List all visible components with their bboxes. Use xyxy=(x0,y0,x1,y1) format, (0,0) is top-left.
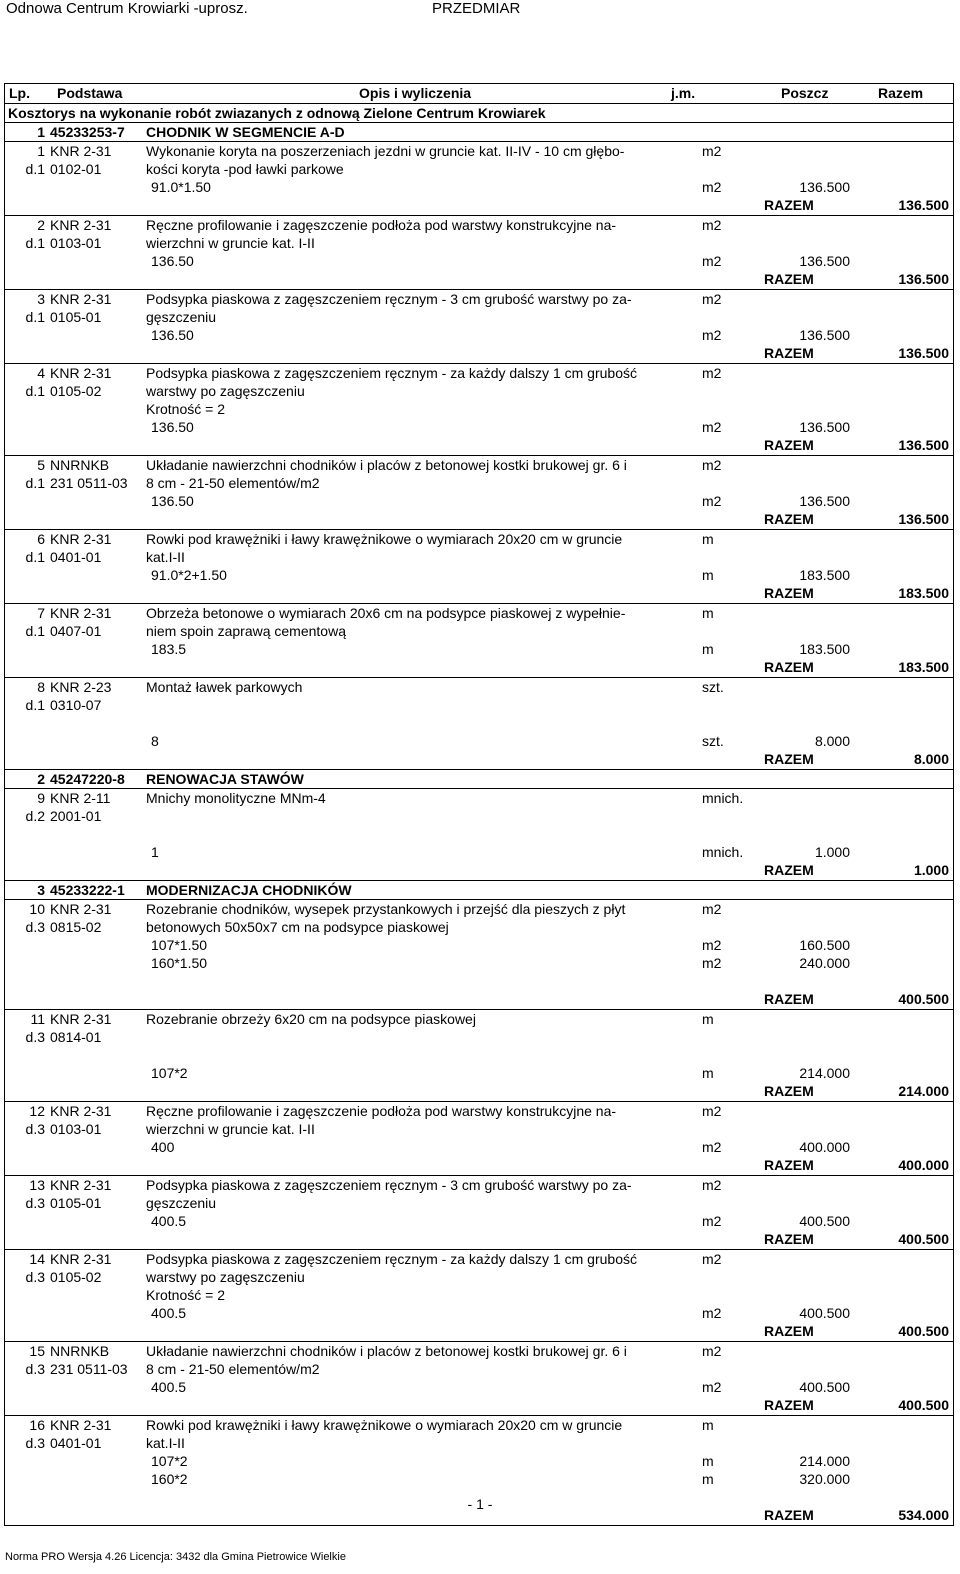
item-description: Rozebranie obrzeży 6x20 cm na podsypce piaskowej xyxy=(146,1011,476,1027)
item-description: Krotność = 2 xyxy=(146,401,225,417)
item-basis-code: 0814-01 xyxy=(50,1029,102,1045)
calc-value: 214.000 xyxy=(799,1453,850,1469)
calc-unit: m xyxy=(702,567,714,583)
item-basis-code: 231 0511-03 xyxy=(50,1361,128,1377)
section-row xyxy=(4,123,954,142)
calc-expression: 8 xyxy=(151,733,159,749)
item-basis: KNR 2-31 xyxy=(50,1011,112,1027)
section-name: CHODNIK W SEGMENCIE A-D xyxy=(146,124,345,140)
item-basis-code: 231 0511-03 xyxy=(50,475,128,491)
calc-unit: m2 xyxy=(702,419,722,435)
item-unit: m2 xyxy=(702,291,722,307)
razem-label: RAZEM xyxy=(764,345,814,361)
item-unit: m2 xyxy=(702,457,722,473)
razem-label: RAZEM xyxy=(764,271,814,287)
item-unit: m2 xyxy=(702,901,722,917)
item-unit: m2 xyxy=(702,217,722,233)
item-unit: m2 xyxy=(702,1177,722,1193)
section-name: MODERNIZACJA CHODNIKÓW xyxy=(146,882,352,898)
item-basis-code: 0815-02 xyxy=(50,919,102,935)
item-description: niem spoin zaprawą cementową xyxy=(146,623,346,639)
item-basis-code: 0103-01 xyxy=(50,235,102,251)
calc-value: 400.500 xyxy=(799,1305,850,1321)
item-chapter: d.3 xyxy=(25,1195,45,1211)
item-basis: KNR 2-31 xyxy=(50,365,112,381)
estimate-item-9 xyxy=(4,789,954,881)
item-chapter: d.3 xyxy=(25,919,45,935)
document-topline xyxy=(0,0,960,20)
calc-expression: 91.0*1.50 xyxy=(151,179,211,195)
calc-value: 320.000 xyxy=(799,1471,850,1487)
calc-expression: 183.5 xyxy=(151,641,187,657)
estimate-title-row xyxy=(4,104,954,123)
calc-expression: 91.0*2+1.50 xyxy=(151,567,227,583)
item-unit: m xyxy=(702,605,714,621)
item-chapter: d.2 xyxy=(25,808,45,824)
calc-value: 214.000 xyxy=(799,1065,850,1081)
estimate-title: Kosztorys na wykonanie robót zwiazanych z odnową Zielone Centrum Krowiarek xyxy=(8,105,546,121)
calc-unit: m2 xyxy=(702,327,722,343)
item-basis: KNR 2-31 xyxy=(50,1177,112,1193)
calc-expression: 1 xyxy=(151,844,159,860)
calc-unit: m2 xyxy=(702,1305,722,1321)
item-description: Układanie nawierzchni chodników i placów z betonowej kostki brukowej gr. 6 i xyxy=(146,1343,627,1359)
item-basis: KNR 2-31 xyxy=(50,901,112,917)
item-description: warstwy po zagęszczeniu xyxy=(146,383,305,399)
razem-value: 136.500 xyxy=(898,197,949,213)
section-number: 2 xyxy=(37,771,45,787)
estimate-item-6 xyxy=(4,530,954,604)
calc-unit: mnich. xyxy=(702,844,744,860)
item-number: 1 xyxy=(37,143,45,159)
item-unit: m2 xyxy=(702,365,722,381)
razem-value: 214.000 xyxy=(898,1083,949,1099)
document-name: Odnowa Centrum Krowiarki -uprosz. xyxy=(6,0,248,17)
calc-expression: 136.50 xyxy=(151,253,194,269)
calc-expression: 400.5 xyxy=(151,1379,187,1395)
razem-label: RAZEM xyxy=(764,1231,814,1247)
item-description: wierzchni w gruncie kat. I-II xyxy=(146,235,315,251)
calc-value: 400.500 xyxy=(799,1213,850,1229)
item-number: 9 xyxy=(37,790,45,806)
document-type: PRZEDMIAR xyxy=(432,0,521,17)
section-code: 45233253-7 xyxy=(50,124,125,140)
item-number: 15 xyxy=(29,1343,45,1359)
estimate-item-2 xyxy=(4,216,954,290)
calc-value: 183.500 xyxy=(799,567,850,583)
item-unit: m2 xyxy=(702,1103,722,1119)
item-description: gęszczeniu xyxy=(146,309,217,325)
item-basis: KNR 2-31 xyxy=(50,1103,112,1119)
item-description: 8 cm - 21-50 elementów/m2 xyxy=(146,475,320,491)
item-description: kat.I-II xyxy=(146,1435,185,1451)
item-description: Rowki pod krawężniki i ławy krawężnikowe o wymiarach 20x20 cm w gruncie xyxy=(146,531,623,547)
item-number: 10 xyxy=(29,901,45,917)
razem-value: 136.500 xyxy=(898,437,949,453)
item-basis-code: 0401-01 xyxy=(50,549,102,565)
razem-label: RAZEM xyxy=(764,751,814,767)
item-chapter: d.3 xyxy=(25,1029,45,1045)
calc-unit: m xyxy=(702,641,714,657)
item-description: Ręczne profilowanie i zagęszczenie podłoża pod warstwy konstrukcyjne na- xyxy=(146,1103,617,1119)
estimate-item-10 xyxy=(4,900,954,1010)
razem-value: 400.500 xyxy=(898,1231,949,1247)
item-description: Ręczne profilowanie i zagęszczenie podłoża pod warstwy konstrukcyjne na- xyxy=(146,217,617,233)
calc-expression: 107*2 xyxy=(151,1453,188,1469)
item-chapter: d.1 xyxy=(25,623,45,639)
calc-value: 136.500 xyxy=(799,327,850,343)
razem-value: 400.500 xyxy=(898,991,949,1007)
item-basis-code: 0105-02 xyxy=(50,1269,102,1285)
calc-value: 240.000 xyxy=(799,955,850,971)
estimate-item-14 xyxy=(4,1250,954,1342)
estimate-item-15 xyxy=(4,1342,954,1416)
item-number: 6 xyxy=(37,531,45,547)
item-description: Montaż ławek parkowych xyxy=(146,679,303,695)
item-basis-code: 0103-01 xyxy=(50,1121,102,1137)
header-opis: Opis i wyliczenia xyxy=(359,85,472,101)
item-chapter: d.1 xyxy=(25,383,45,399)
item-basis: KNR 2-31 xyxy=(50,291,112,307)
item-chapter: d.1 xyxy=(25,697,45,713)
table-header xyxy=(4,83,954,104)
item-description: gęszczeniu xyxy=(146,1195,217,1211)
item-basis: KNR 2-31 xyxy=(50,217,112,233)
item-description: Obrzeża betonowe o wymiarach 20x6 cm na podsypce piaskowej z wypełnie- xyxy=(146,605,626,621)
estimate-item-12 xyxy=(4,1102,954,1176)
item-basis: KNR 2-31 xyxy=(50,1251,112,1267)
item-number: 11 xyxy=(30,1011,45,1027)
header-podstawa: Podstawa xyxy=(57,85,123,101)
item-chapter: d.1 xyxy=(25,235,45,251)
calc-value: 136.500 xyxy=(799,179,850,195)
section-number: 3 xyxy=(37,882,45,898)
razem-label: RAZEM xyxy=(764,1323,814,1339)
item-description: Rowki pod krawężniki i ławy krawężnikowe o wymiarach 20x20 cm w gruncie xyxy=(146,1417,623,1433)
razem-label: RAZEM xyxy=(764,511,814,527)
item-basis: KNR 2-31 xyxy=(50,605,112,621)
section-row xyxy=(4,770,954,789)
calc-unit: m2 xyxy=(702,937,722,953)
estimate-item-7 xyxy=(4,604,954,678)
razem-label: RAZEM xyxy=(764,1507,814,1523)
razem-label: RAZEM xyxy=(764,862,814,878)
item-basis: KNR 2-31 xyxy=(50,143,112,159)
item-basis: KNR 2-23 xyxy=(50,679,112,695)
section-code: 45247220-8 xyxy=(50,771,125,787)
item-description: wierzchni w gruncie kat. I-II xyxy=(146,1121,315,1137)
calc-expression: 400.5 xyxy=(151,1305,187,1321)
calc-expression: 107*2 xyxy=(151,1065,188,1081)
calc-value: 136.500 xyxy=(799,253,850,269)
section-name: RENOWACJA STAWÓW xyxy=(146,771,304,787)
item-number: 16 xyxy=(29,1417,45,1433)
calc-expression: 136.50 xyxy=(151,327,194,343)
item-number: 8 xyxy=(37,679,45,695)
razem-label: RAZEM xyxy=(764,659,814,675)
item-basis: KNR 2-31 xyxy=(50,1417,112,1433)
calc-expression: 136.50 xyxy=(151,419,194,435)
item-number: 2 xyxy=(37,217,45,233)
item-number: 7 xyxy=(37,605,45,621)
razem-label: RAZEM xyxy=(764,1157,814,1173)
razem-value: 183.500 xyxy=(898,585,949,601)
razem-value: 400.000 xyxy=(898,1157,949,1173)
item-description: Krotność = 2 xyxy=(146,1287,225,1303)
estimate-item-8 xyxy=(4,678,954,770)
item-unit: m xyxy=(702,531,714,547)
item-chapter: d.3 xyxy=(25,1435,45,1451)
item-basis-code: 0105-01 xyxy=(50,309,102,325)
calc-unit: m2 xyxy=(702,253,722,269)
estimate-item-11 xyxy=(4,1010,954,1102)
item-basis-code: 0310-07 xyxy=(50,697,102,713)
item-description: betonowych 50x50x7 cm na podsypce piaskowej xyxy=(146,919,449,935)
estimate-item-4 xyxy=(4,364,954,456)
item-description: 8 cm - 21-50 elementów/m2 xyxy=(146,1361,320,1377)
estimate-table xyxy=(4,83,954,1526)
item-number: 14 xyxy=(29,1251,45,1267)
razem-value: 136.500 xyxy=(898,511,949,527)
item-basis: KNR 2-31 xyxy=(50,531,112,547)
calc-value: 400.000 xyxy=(799,1139,850,1155)
page-number: - 1 - xyxy=(467,1496,493,1512)
header-lp: Lp. xyxy=(9,85,30,101)
item-description: Podsypka piaskowa z zagęszczeniem ręcznym - za każdy dalszy 1 cm grubość xyxy=(146,365,637,381)
razem-value: 136.500 xyxy=(898,345,949,361)
calc-value: 1.000 xyxy=(814,844,850,860)
calc-value: 160.500 xyxy=(799,937,850,953)
estimate-item-13 xyxy=(4,1176,954,1250)
razem-value: 400.500 xyxy=(898,1323,949,1339)
estimate-item-1 xyxy=(4,142,954,216)
item-description: Układanie nawierzchni chodników i placów z betonowej kostki brukowej gr. 6 i xyxy=(146,457,627,473)
calc-unit: m xyxy=(702,1471,714,1487)
calc-value: 8.000 xyxy=(814,733,850,749)
razem-label: RAZEM xyxy=(764,1397,814,1413)
razem-value: 136.500 xyxy=(898,271,949,287)
item-number: 5 xyxy=(37,457,45,473)
estimate-item-3 xyxy=(4,290,954,364)
item-basis-code: 0105-01 xyxy=(50,1195,102,1211)
item-basis: KNR 2-11 xyxy=(50,790,111,806)
item-chapter: d.3 xyxy=(25,1361,45,1377)
header-razem: Razem xyxy=(878,85,924,101)
item-unit: m2 xyxy=(702,1251,722,1267)
calc-expression: 160*2 xyxy=(151,1471,188,1487)
razem-value: 1.000 xyxy=(913,862,949,878)
razem-value: 534.000 xyxy=(898,1507,949,1523)
item-description: kat.I-II xyxy=(146,549,185,565)
item-description: Podsypka piaskowa z zagęszczeniem ręcznym - 3 cm grubość warstwy po za- xyxy=(146,291,632,307)
item-description: warstwy po zagęszczeniu xyxy=(146,1269,305,1285)
calc-unit: m2 xyxy=(702,179,722,195)
razem-value: 400.500 xyxy=(898,1397,949,1413)
item-chapter: d.1 xyxy=(25,309,45,325)
razem-label: RAZEM xyxy=(764,437,814,453)
razem-value: 8.000 xyxy=(913,751,949,767)
section-code: 45233222-1 xyxy=(50,882,125,898)
calc-value: 183.500 xyxy=(799,641,850,657)
item-basis-code: 0401-01 xyxy=(50,1435,102,1451)
item-description: Rozebranie chodników, wysepek przystankowych i przejść dla pieszych z płyt xyxy=(146,901,626,917)
item-unit: m xyxy=(702,1011,714,1027)
header-poszcz: Poszcz xyxy=(781,85,829,101)
calc-unit: m2 xyxy=(702,955,722,971)
calc-expression: 400.5 xyxy=(151,1213,187,1229)
estimate-item-5 xyxy=(4,456,954,530)
item-chapter: d.1 xyxy=(25,475,45,491)
item-number: 3 xyxy=(37,291,45,307)
section-number: 1 xyxy=(37,124,45,140)
item-unit: mnich. xyxy=(702,790,744,806)
item-chapter: d.1 xyxy=(25,161,45,177)
calc-expression: 400 xyxy=(151,1139,175,1155)
item-basis: NNRNKB xyxy=(50,1343,110,1359)
software-license: Norma PRO Wersja 4.26 Licencja: 3432 dla Gmina Pietrowice Wielkie xyxy=(5,1551,346,1563)
item-number: 12 xyxy=(29,1103,45,1119)
section-row xyxy=(4,881,954,900)
calc-expression: 160*1.50 xyxy=(151,955,208,971)
item-description: Wykonanie koryta na poszerzeniach jezdni w gruncie kat. II-IV - 10 cm głębo- xyxy=(146,143,625,159)
item-unit: m xyxy=(702,1417,714,1433)
item-number: 4 xyxy=(37,365,45,381)
calc-value: 136.500 xyxy=(799,419,850,435)
calc-unit: m xyxy=(702,1065,714,1081)
razem-label: RAZEM xyxy=(764,197,814,213)
header-jm: j.m. xyxy=(671,85,696,101)
calc-unit: m2 xyxy=(702,493,722,509)
calc-unit: m2 xyxy=(702,1213,722,1229)
calc-expression: 107*1.50 xyxy=(151,937,208,953)
item-chapter: d.1 xyxy=(25,549,45,565)
item-chapter: d.3 xyxy=(25,1121,45,1137)
item-description: kości koryta -pod ławki parkowe xyxy=(146,161,344,177)
item-basis-code: 0407-01 xyxy=(50,623,102,639)
item-basis-code: 2001-01 xyxy=(50,808,102,824)
item-chapter: d.3 xyxy=(25,1269,45,1285)
item-description: Podsypka piaskowa z zagęszczeniem ręcznym - 3 cm grubość warstwy po za- xyxy=(146,1177,632,1193)
calc-expression: 136.50 xyxy=(151,493,194,509)
item-unit: m2 xyxy=(702,143,722,159)
calc-unit: m2 xyxy=(702,1379,722,1395)
razem-label: RAZEM xyxy=(764,1083,814,1099)
item-basis: NNRNKB xyxy=(50,457,110,473)
item-description: Mnichy monolityczne MNm-4 xyxy=(146,790,326,806)
item-basis-code: 0105-02 xyxy=(50,383,102,399)
razem-value: 183.500 xyxy=(898,659,949,675)
calc-unit: szt. xyxy=(702,733,724,749)
razem-label: RAZEM xyxy=(764,991,814,1007)
item-description: Podsypka piaskowa z zagęszczeniem ręcznym - za każdy dalszy 1 cm grubość xyxy=(146,1251,637,1267)
item-number: 13 xyxy=(29,1177,45,1193)
calc-value: 136.500 xyxy=(799,493,850,509)
calc-value: 400.500 xyxy=(799,1379,850,1395)
calc-unit: m xyxy=(702,1453,714,1469)
item-unit: m2 xyxy=(702,1343,722,1359)
razem-label: RAZEM xyxy=(764,585,814,601)
item-basis-code: 0102-01 xyxy=(50,161,102,177)
item-unit: szt. xyxy=(702,679,724,695)
calc-unit: m2 xyxy=(702,1139,722,1155)
